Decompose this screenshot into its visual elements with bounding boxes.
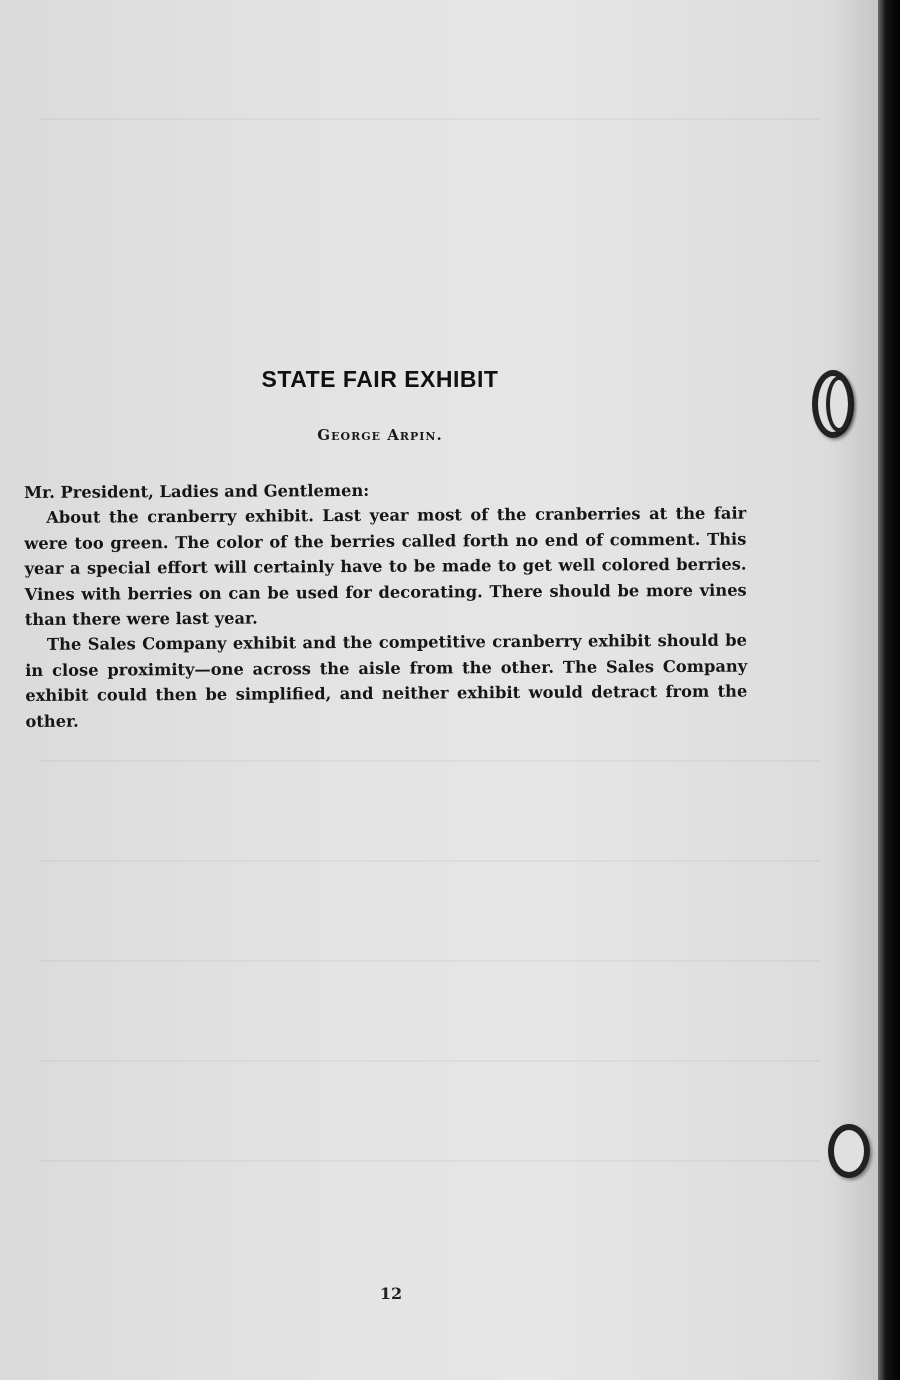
bleed-through-line	[40, 860, 820, 862]
binding-spine	[878, 0, 900, 1380]
article-author: George Arpin.	[317, 426, 443, 444]
bleed-through-line	[40, 1060, 820, 1062]
binder-ring-top-inner	[826, 376, 852, 432]
bleed-through-line	[40, 1160, 820, 1162]
bleed-through-line	[40, 118, 820, 120]
paragraph-2: The Sales Company exhibit and the competitive cranberry exhibit should be in close proximity—one across the aisle from the other. The Sales Company exhibit could then be simplified, and neither exhibit would detract from the other.	[25, 631, 748, 731]
bleed-through-line	[40, 960, 820, 962]
binder-ring-bottom	[828, 1124, 870, 1178]
salutation: Mr. President, Ladies and Gentlemen:	[24, 480, 370, 502]
page-number: 12	[379, 1284, 403, 1303]
paragraph-1: About the cranberry exhibit. Last year most of the cranberries at the fair were too green. The color of the berries called forth no end of comment. This year a special effort will certainly have to be made to get well colored berries. Vines with berries on can be used for decorating. There should be more vines than there were last year.	[24, 503, 747, 630]
bleed-through-line	[40, 760, 820, 762]
article-body	[24, 476, 748, 734]
article-title: STATE FAIR EXHIBIT	[261, 366, 499, 392]
